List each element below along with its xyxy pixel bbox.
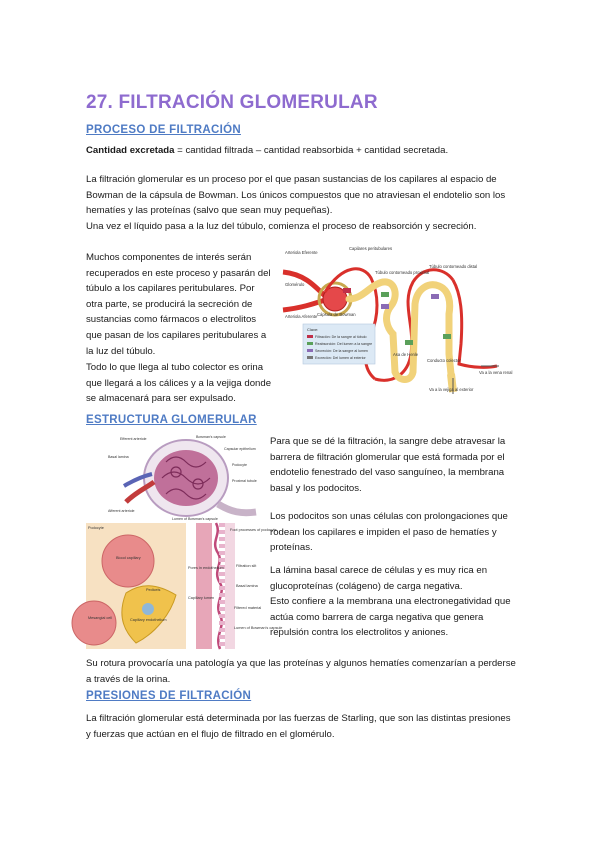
section-heading-presiones: PRESIONES DE FILTRACIÓN <box>86 690 252 702</box>
paragraph: Una vez el líquido pasa a la luz del túbulo, comienza el proceso de reabsorción y secreción. <box>86 221 477 232</box>
label-bowman-space: Lumen of Bowman's capsule <box>234 626 283 630</box>
label-capillary-lumen: Capillary lumen <box>188 596 215 600</box>
paragraph: La filtración glomerular está determinada por las fuerzas de Starling, que son las distintas presiones y fuerzas que actúan en el flujo de filtrado en el glomérulo. <box>86 713 511 740</box>
label-bowman-capsule: Bowman's capsule <box>196 435 226 439</box>
label-rbc: Blood capillary <box>116 556 141 560</box>
label-filtered-material: Filtered material <box>234 606 262 610</box>
label-podocyte2: Podocyte <box>88 526 104 530</box>
nephron-diagram <box>283 244 511 396</box>
label-proximal: Túbulo contorneado proximal <box>375 270 430 275</box>
label-mesangial: Mesangial cell <box>88 616 113 620</box>
label-podocyte: Podocyte <box>232 463 247 467</box>
label-bowman: Cápsula de Bowman <box>317 312 356 317</box>
legend-swatch <box>307 342 313 345</box>
label-distal: Túbulo contorneado distal <box>429 264 478 269</box>
label-footprocess: Foot processes of podocyte <box>230 528 277 532</box>
paragraph: Muchos componentes de interés serán recuperados en este proceso y pasarán del túbulo a los capilares peritubulares. Por otra parte, se producirá la secreción de sustancias como fármacos o electrolitos que pasan de los capilares peritubulares a la luz del túbulo. <box>86 252 271 357</box>
label-afferent: Afferent arteriole <box>108 509 135 513</box>
paragraph: Todo lo que llega al tubo colector es orina que llegará a los cálices y a la vejiga donde se almacenará para ser expulsado. <box>86 362 272 405</box>
label-basal-lamina2: Basal lamina <box>236 584 258 588</box>
label-glomerulus: Glomérulo <box>285 282 305 287</box>
formula-rest: = cantidad filtrada – cantidad reabsorbida + cantidad secretada. <box>174 145 449 156</box>
label-efferent: Efferent arteriole <box>120 437 147 441</box>
legend-item: Filtración: De la sangre al túbulo <box>315 335 367 339</box>
label-renal-vein: Va a la vena renal <box>479 370 513 375</box>
legend-item: Excreción: Del lumen al exterior <box>315 356 366 360</box>
label-capillaries: Capilares peritubulares <box>349 246 393 251</box>
nucleus <box>142 603 154 615</box>
label-collector: Conducto colector <box>427 358 461 363</box>
label-filtration-slit: Filtration slit <box>236 564 257 568</box>
paragraph: La filtración glomerular es un proceso por el que pasan sustancias de los capilares al espacio de Bowman de la cápsula de Bowman. Los únicos compuestos que no atraviesan el endotelio son los hematíes y las proteínas (salvo que sean muy pequeñas). <box>86 174 506 217</box>
paragraph: Los podocitos son unas células con prolongaciones que rodean los capilares e impiden el paso de hematíes y proteínas. <box>270 511 508 554</box>
peritubular-capillary <box>453 280 497 367</box>
label-basal-lamina: Basal lamina <box>108 455 129 459</box>
label-arteriole-efferent: Arteriola Eferente <box>285 250 318 255</box>
paragraph: Esto confiere a la membrana una electronegatividad que actúa como barrera de carga negativa que genera repulsión contra los electrolitos y aniones. <box>270 596 511 639</box>
label-endothelial: Capillary endothelium <box>130 618 167 622</box>
glomerulus-diagram <box>106 432 264 522</box>
formula-line <box>86 143 516 159</box>
label-lumen: Lumen of Bowman's capsule <box>172 517 218 521</box>
label-pores: Pores in endothelium <box>188 566 224 570</box>
paragraph: La lámina basal carece de células y es muy rica en glucoproteínas (colágeno) de carga negativa. <box>270 565 488 592</box>
legend-item: Reabsorción: Del lumen a la sangre <box>315 342 373 346</box>
label-pedicels: Pedicels <box>146 588 161 592</box>
paragraph: Para que se dé la filtración, la sangre debe atravesar la barrera de filtración glomerular que está formada por el endotelio fenestrado del vaso sanguíneo, la membrana basal y los podocitos. <box>270 436 506 494</box>
label-capsular-epithelium: Capsular epithelium <box>224 447 256 451</box>
podocyte-diagram <box>86 523 186 649</box>
legend-swatch <box>307 356 313 359</box>
legend-swatch <box>307 349 313 352</box>
capillary-2 <box>72 601 116 645</box>
filtration-barrier-diagram <box>186 523 283 649</box>
paragraph: Su rotura provocaría una patología ya que las proteínas y algunos hematíes comenzarían a perderse a través de la orina. <box>86 658 516 685</box>
section-heading-proceso: PROCESO DE FILTRACIÓN <box>86 124 241 136</box>
capillary-1 <box>102 535 154 587</box>
label-arteriole-afferent: Arteriola Aferente <box>285 314 318 319</box>
label-proximal-tubule: Proximal tubule <box>232 479 257 483</box>
legend-item: Secreción: De la sangre al lumen <box>315 349 368 353</box>
legend-title: Clave: <box>307 327 319 332</box>
legend-swatch <box>307 335 313 338</box>
page-title: 27. FILTRACIÓN GLOMERULAR <box>86 92 378 113</box>
section-heading-estructura: ESTRUCTURA GLOMERULAR <box>86 414 257 426</box>
label-bladder: Va a la vejiga al exterior <box>429 387 474 392</box>
label-henle: Asa de Henle <box>393 352 419 357</box>
proximal-tubule <box>218 504 256 513</box>
formula-bold: Cantidad excretada <box>86 145 175 156</box>
